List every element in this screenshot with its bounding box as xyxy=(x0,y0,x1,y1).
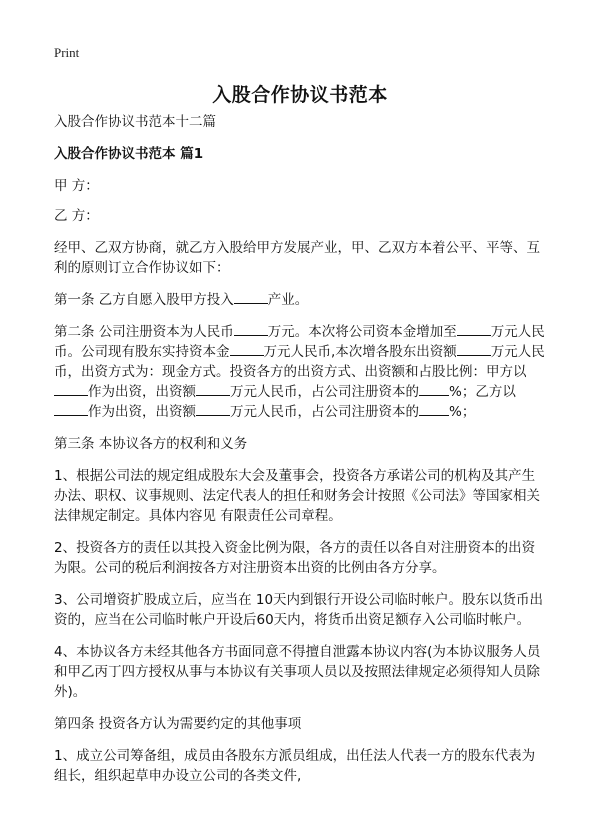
article-2: 第二条 公司注册资本为人民币 万元。本次将公司资本金增加至 万元人民币。公司现有股东实持资本金 万元人民币,本次增各股东出资额 万元人民币，出资方式为：现金方式。投资各方的出资方式、出资额和占股比例：甲方以作为出资，出资额 万元人民币，占公司注册资本的 %；乙方以作为出资，出资额 万元人民币，占公司注册资本的 %； xyxy=(54,324,545,420)
intro-paragraph: 经甲、乙双方协商，就乙方入股给甲方发展产业，甲、乙双方本着公平、平等、互利的原则订立合作协议如下： xyxy=(54,240,540,276)
article-4-item: 1、成立公司筹备组，成员由各股东方派员组成，出任法人代表一方的股东代表为组长，组织起草申办设立公司的各类文件, xyxy=(54,748,536,784)
article-3-item: 4、本协议各方未经其他各方书面同意不得擅自泄露本协议内容(为本协议服务人员和甲乙丙丁四方授权从事与本协议有关事项人员以及按照法律规定必须得知人员除外)。 xyxy=(54,644,541,700)
fill-blank xyxy=(234,290,268,304)
article-3-item: 2、投资各方的责任以其投入资金比例为限，各方的责任以各自对注册资本的出资为限。公司的税后利润按各方对注册资本出资的比例由各方分享。 xyxy=(54,540,536,576)
document-body xyxy=(54,112,546,798)
article-3-item: 1、根据公司法的规定组成股东大会及董事会，投资各方承诺公司的机构及其产生办法、职权、议事规则、法定代表人的担任和财务会计按照《公司法》等国家相关法律规定制定。具体内容见 有限责任公司章程。 xyxy=(54,468,540,524)
article-1: 第一条 乙方自愿入股甲方投入 产业。 xyxy=(54,292,309,308)
article-3-heading: 第三条 本协议各方的权利和义务 xyxy=(54,436,248,452)
print-link[interactable]: Print xyxy=(54,45,80,60)
document-subtitle: 入股合作协议书范本十二篇 xyxy=(54,114,216,130)
section-heading: 入股合作协议书范本 篇1 xyxy=(54,146,204,162)
article-4-heading: 第四条 投资各方认为需要约定的其他事项 xyxy=(54,716,302,732)
party-a-line: 甲 方： xyxy=(54,178,99,194)
document-title: 入股合作协议书范本 xyxy=(212,84,388,106)
article-3-item: 3、公司增资扩股成立后，应当在 10天内到银行开设公司临时帐户。股东以货币出资的，应当在公司临时帐户开设后60天内，将货币出资足额存入公司临时帐户。 xyxy=(54,592,544,628)
party-b-line: 乙 方： xyxy=(54,208,99,224)
